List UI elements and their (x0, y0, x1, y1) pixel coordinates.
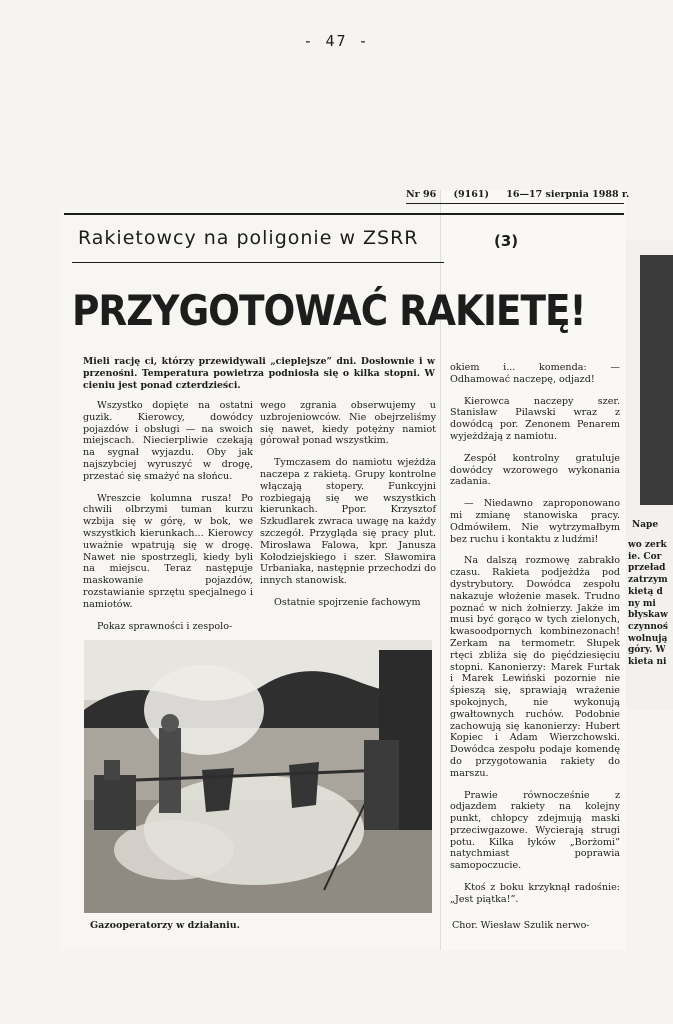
paragraph: Na dalszą rozmowę zabrakło czasu. Rakieta podjeżdża pod dystrybutory. Dowódca zespołu nakazuje włożenie masek. Trudno poznać w nich żołnierzy. Jakże im musi być gorąco w tych zielonych, kwasoodpornych kombinezonach! Zerkam na termometr. Słupek rtęci zbliża się do pięćdziesięciu stopni. Kanonierzy: Marek Furtak i Marek Lewiński pozornie nie śpieszą się, sprawiają wrażenie spokojnych, nie wykonują gwałtownych ruchów. Podobnie zachowują się kanonierzy: Hubert Kopiec i Adam Wierzchowski. Dowódca zespołu podaje komendę do przygotowania rakiety do marszu. (450, 555, 620, 779)
paragraph: okiem i... komenda: — Odhamować naczepę, odjazd! (450, 362, 620, 385)
paragraph: wego zgrania obserwujemy u uzbrojeniowców. Nie obejrzeliśmy się nawet, kiedy potężny namiot górował ponad wszystkim. (260, 400, 436, 447)
masthead (406, 189, 643, 200)
page-number: - 47 - (303, 32, 370, 50)
issue-date: 16—17 sierpnia 1988 r. (506, 189, 630, 200)
adjacent-caption: Nape (632, 520, 659, 530)
photo-image (84, 640, 432, 913)
section-title: Rakietowcy na poligonie w ZSRR (78, 227, 419, 249)
paragraph: Prawie równocześnie z odjazdem rakiety na kolejny punkt, chłopcy zdejmują maski przeciwgazowe. Wycierają strugi potu. Kilka łyków „Borżomi” natychmiast poprawia samopoczucie. (450, 789, 620, 872)
part-marker: (3) (494, 232, 519, 250)
paragraph: Ktoś z boku krzyknął radośnie: „Jest piątka!”. (450, 882, 620, 905)
paragraph: Wreszcie kolumna rusza! Po chwili olbrzymi tuman kurzu wzbija się w górę, w bok, we wszystkich kierunkach... Kierowcy uważnie wpatrują się w drogę. Nawet nie spostrzegli, kiedy byli na miejscu. Teraz następuje maskowanie pojazdów, rozstawianie sprzętu specjalnego i namiotów. (83, 492, 253, 610)
article-photo (84, 640, 432, 913)
top-rule (64, 213, 624, 215)
paragraph: Wszystko dopięte na ostatni guzik. Kierowcy, dowódcy pojazdów i obsługi — na swoich miejscach. Niecierpliwie czekają na sygnał wyjazdu. Oby jak najszybciej wyruszyć w drogę, przestać się smażyć na słońcu. (83, 400, 253, 482)
masthead-rule (406, 203, 624, 204)
lead-paragraph: Mieli rację ci, którzy przewidywali „cieplejsze” dni. Dosłownie i w przenośni. Temperatura powietrza podniosła się o kilka stopni. W cieniu jest ponad czterdzieści. (83, 356, 435, 391)
paragraph: Kierowca naczepy szer. Stanisław Pilawski wraz z dowódcą por. Zenonem Penarem wyjeżdżają z namiotu. (450, 395, 620, 442)
column-2 (260, 400, 436, 619)
adjacent-photo (640, 255, 673, 505)
paragraph: — Niedawno zaproponowano mi zmianę stanowiska pracy. Odmówiłem. Nie wytrzymałbym bez ruchu i kontaktu z ludźmi! (450, 498, 620, 545)
column-1 (83, 400, 253, 642)
photo-caption: Gazooperatorzy w działaniu. (90, 920, 240, 931)
section-rule (72, 262, 444, 263)
issue-serial: (9161) (453, 189, 489, 200)
headline: PRZYGOTOWAĆ RAKIETĘ! (72, 286, 586, 335)
column-3 (450, 362, 620, 916)
paragraph: Tymczasem do namiotu wjeżdża naczepa z rakietą. Grupy kontrolne włączają stopery. Funkcyjni rozbiegają się we wszystkich kierunkach. Ppor. Krzysztof Szkudlarek zwraca uwagę na każdy szczegół. Przygląda się pracy plut. Mirosława Falowa, kpr. Janusza Kołodziejskiego i szer. Sławomira Urbaniaka, następnie przechodzi do innych stanowisk. (260, 457, 436, 587)
paragraph: Ostatnie spojrzenie fachowym (274, 596, 421, 608)
paragraph: Zespół kontrolny gratuluje dowódcy wzorowego wykonania zadania. (450, 452, 620, 488)
issue-number: Nr 96 (406, 189, 437, 200)
byline: Chor. Wiesław Szulik nerwo- (452, 920, 590, 931)
paragraph: Pokaz sprawności i zespolo- (97, 620, 233, 632)
adjacent-text: wo zerk ie. Cor przeład zatrzym kietą d ny mi błyskaw czynnoś wolnują góry. W kieta ni (628, 540, 668, 668)
